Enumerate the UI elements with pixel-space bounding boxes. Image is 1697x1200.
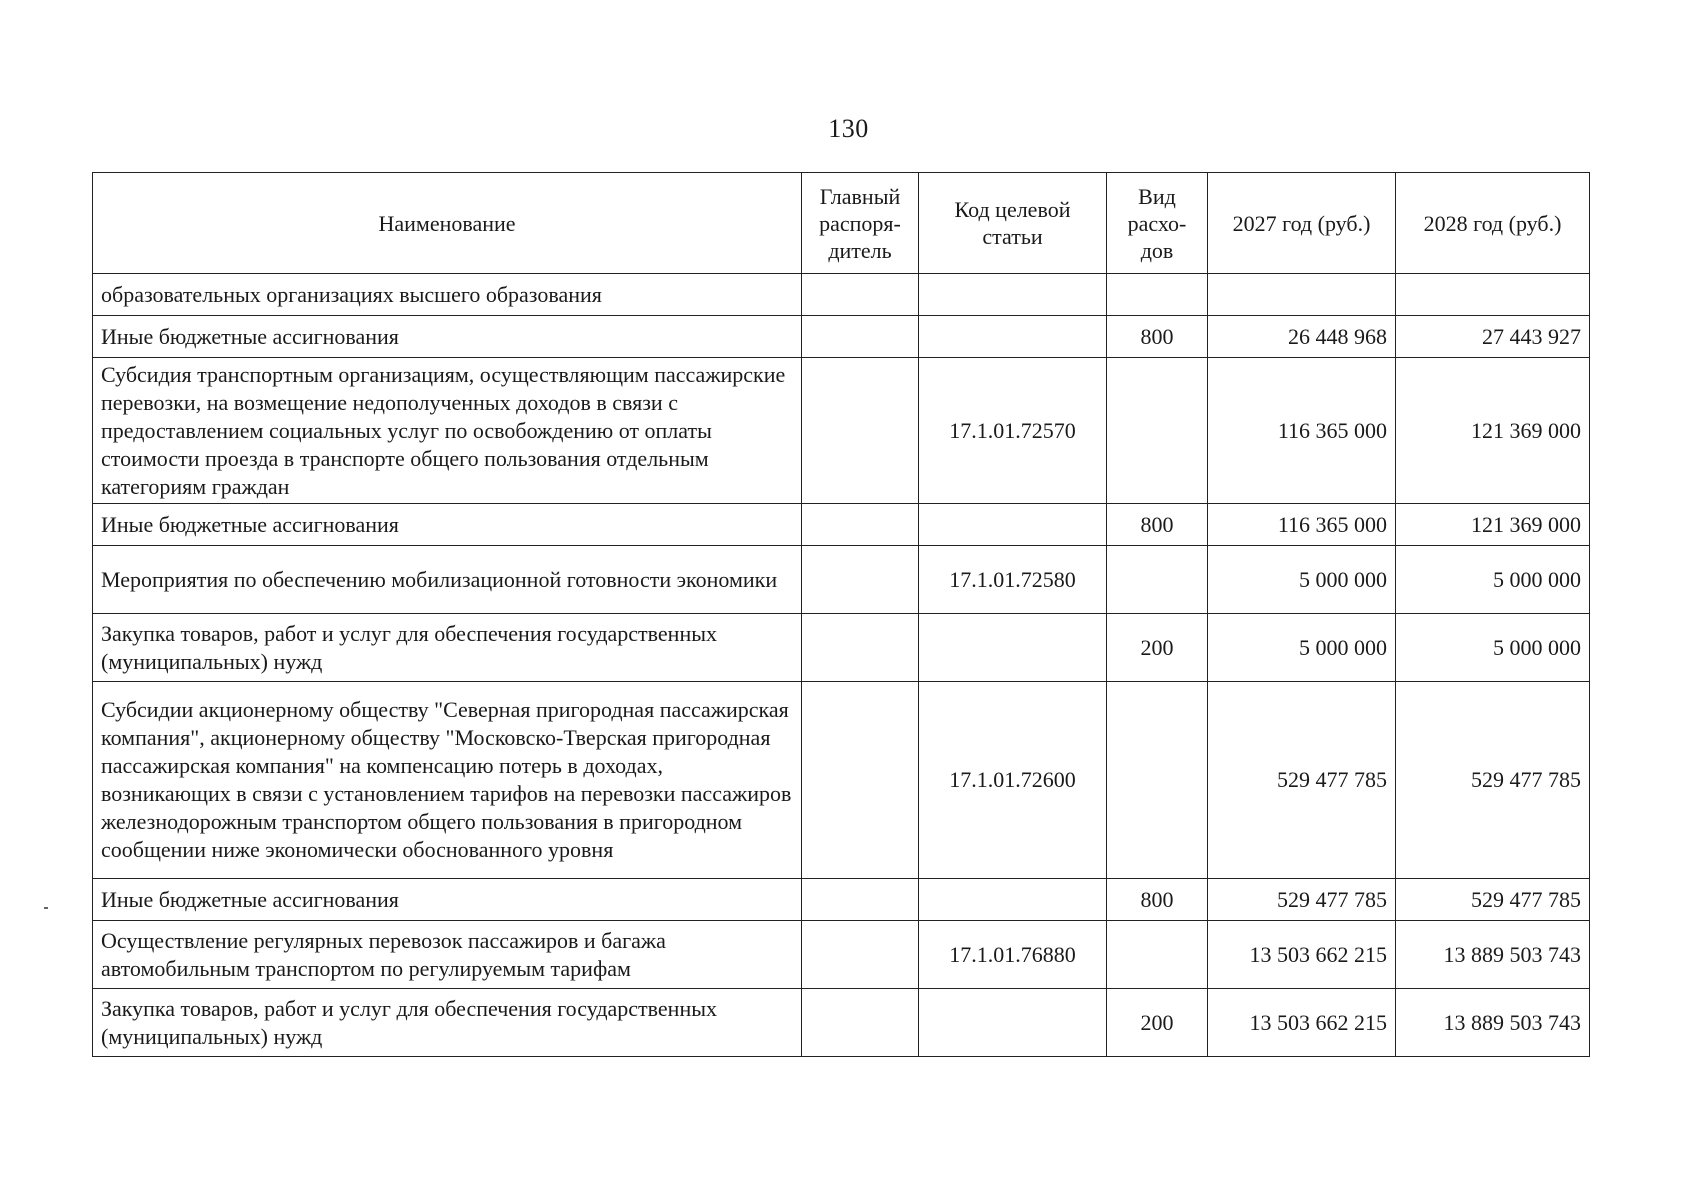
row-year-2027-cell: 26 448 968 [1208, 316, 1396, 358]
row-year-2028-cell: 27 443 927 [1396, 316, 1590, 358]
row-name-cell: Иные бюджетные ассигнования [93, 316, 802, 358]
row-year-2028-cell: 5 000 000 [1396, 546, 1590, 614]
budget-table [92, 172, 1590, 1057]
row-main-manager-cell [802, 879, 919, 921]
row-year-2028-cell: 121 369 000 [1396, 504, 1590, 546]
row-expense-type-cell: 200 [1107, 989, 1208, 1057]
row-year-2028-cell [1396, 274, 1590, 316]
table-row [93, 614, 1590, 682]
header-main-manager: Главный распоря-дитель [802, 173, 919, 274]
row-year-2027-cell: 5 000 000 [1208, 614, 1396, 682]
row-year-2028-cell: 13 889 503 743 [1396, 989, 1590, 1057]
row-expense-type-cell [1107, 546, 1208, 614]
row-year-2028-cell: 121 369 000 [1396, 358, 1590, 504]
row-expense-type-cell [1107, 682, 1208, 879]
row-year-2028-cell: 13 889 503 743 [1396, 921, 1590, 989]
scan-artifact [44, 907, 48, 909]
row-expense-type-cell: 800 [1107, 316, 1208, 358]
row-target-code-cell [919, 316, 1107, 358]
row-target-code-cell [919, 879, 1107, 921]
row-main-manager-cell [802, 358, 919, 504]
table-row [93, 504, 1590, 546]
row-expense-type-cell [1107, 921, 1208, 989]
row-target-code-cell [919, 274, 1107, 316]
row-target-code-cell: 17.1.01.72570 [919, 358, 1107, 504]
row-year-2027-cell: 13 503 662 215 [1208, 921, 1396, 989]
table-row [93, 879, 1590, 921]
table-row [93, 989, 1590, 1057]
row-name-cell: Иные бюджетные ассигнования [93, 504, 802, 546]
row-expense-type-cell [1107, 274, 1208, 316]
header-target-code: Код целевой статьи [919, 173, 1107, 274]
table-row [93, 921, 1590, 989]
row-main-manager-cell [802, 504, 919, 546]
table-row [93, 316, 1590, 358]
header-expense-type: Вид расхо-дов [1107, 173, 1208, 274]
header-name: Наименование [93, 173, 802, 274]
row-expense-type-cell: 800 [1107, 504, 1208, 546]
table-row [93, 358, 1590, 504]
row-target-code-cell [919, 614, 1107, 682]
row-year-2027-cell: 116 365 000 [1208, 358, 1396, 504]
row-name-cell: Осуществление регулярных перевозок пассажиров и багажа автомобильным транспортом по регулируемым тарифам [93, 921, 802, 989]
row-main-manager-cell [802, 316, 919, 358]
row-year-2028-cell: 5 000 000 [1396, 614, 1590, 682]
row-target-code-cell [919, 504, 1107, 546]
table-row [93, 274, 1590, 316]
row-year-2028-cell: 529 477 785 [1396, 879, 1590, 921]
row-target-code-cell: 17.1.01.72580 [919, 546, 1107, 614]
row-name-cell: Иные бюджетные ассигнования [93, 879, 802, 921]
table-row [93, 546, 1590, 614]
table-body [93, 274, 1590, 1057]
row-name-cell: Закупка товаров, работ и услуг для обеспечения государственных (муниципальных) нужд [93, 614, 802, 682]
row-target-code-cell [919, 989, 1107, 1057]
row-name-cell: Субсидии акционерному обществу "Северная пригородная пассажирская компания", акционерному обществу "Московско-Тверская пригородная пассажирская компания" на компенсацию потерь в доходах, возникающих в связи с установлением тарифов на перевозки пассажиров железнодорожным транспортом общего пользования в пригородном сообщении ниже экономически обоснованного уровня [93, 682, 802, 879]
row-main-manager-cell [802, 682, 919, 879]
row-main-manager-cell [802, 989, 919, 1057]
row-year-2027-cell: 116 365 000 [1208, 504, 1396, 546]
row-target-code-cell: 17.1.01.76880 [919, 921, 1107, 989]
row-year-2027-cell: 13 503 662 215 [1208, 989, 1396, 1057]
header-year-2027: 2027 год (руб.) [1208, 173, 1396, 274]
page-number: 130 [828, 114, 869, 143]
row-main-manager-cell [802, 921, 919, 989]
row-name-cell: образовательных организациях высшего образования [93, 274, 802, 316]
row-expense-type-cell: 200 [1107, 614, 1208, 682]
row-main-manager-cell [802, 614, 919, 682]
row-year-2027-cell: 529 477 785 [1208, 682, 1396, 879]
table-header [93, 173, 1590, 274]
row-main-manager-cell [802, 274, 919, 316]
row-expense-type-cell [1107, 358, 1208, 504]
header-row [93, 173, 1590, 274]
row-name-cell: Закупка товаров, работ и услуг для обеспечения государственных (муниципальных) нужд [93, 989, 802, 1057]
table-row [93, 682, 1590, 879]
row-year-2028-cell: 529 477 785 [1396, 682, 1590, 879]
row-name-cell: Субсидия транспортным организациям, осуществляющим пассажирские перевозки, на возмещение недополученных доходов в связи с предоставлением социальных услуг по освобождению от оплаты стоимости проезда в транспорте общего пользования отдельным категориям граждан [93, 358, 802, 504]
row-main-manager-cell [802, 546, 919, 614]
row-target-code-cell: 17.1.01.72600 [919, 682, 1107, 879]
row-year-2027-cell: 529 477 785 [1208, 879, 1396, 921]
row-expense-type-cell: 800 [1107, 879, 1208, 921]
row-year-2027-cell [1208, 274, 1396, 316]
row-name-cell: Мероприятия по обеспечению мобилизационной готовности экономики [93, 546, 802, 614]
row-year-2027-cell: 5 000 000 [1208, 546, 1396, 614]
header-year-2028: 2028 год (руб.) [1396, 173, 1590, 274]
